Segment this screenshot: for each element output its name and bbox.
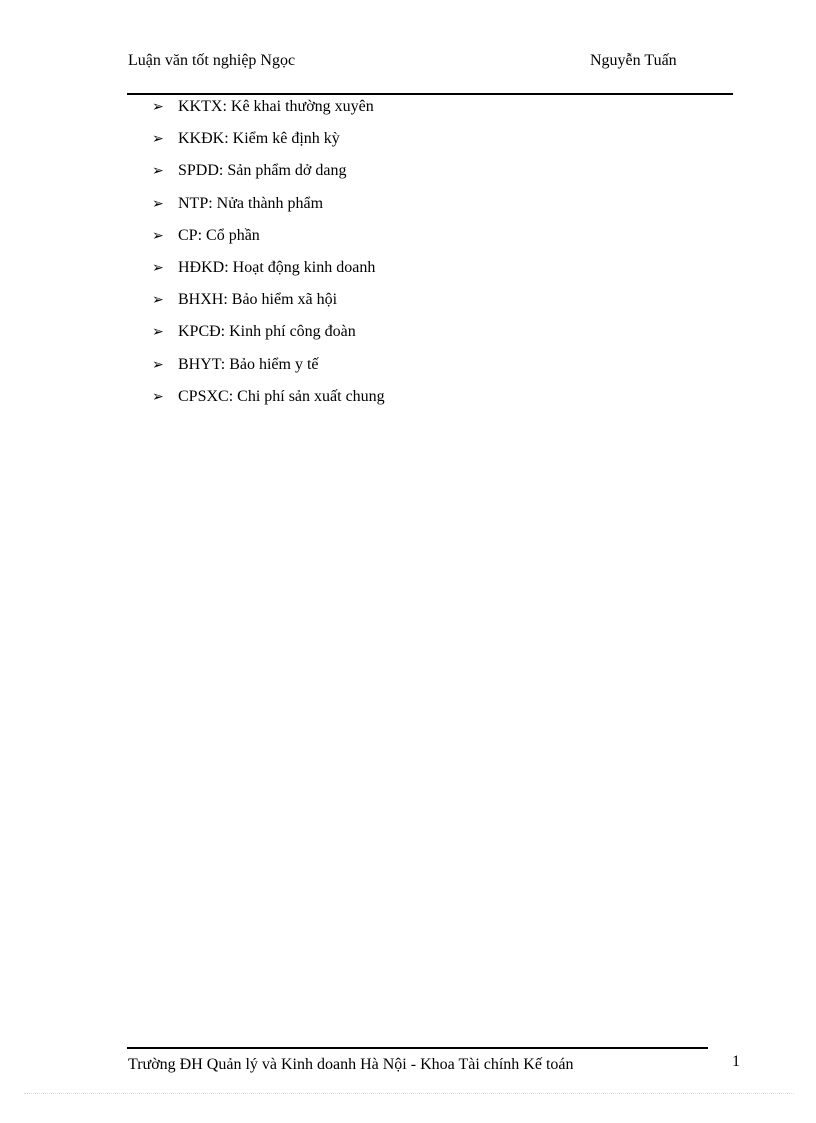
arrow-bullet-icon: ➢ (152, 99, 164, 115)
arrow-bullet-icon: ➢ (152, 227, 164, 244)
list-item (152, 128, 385, 160)
abbreviation-text: KKĐK: Kiểm kê định kỳ (178, 130, 340, 148)
abbreviation-text: BHXH: Bảo hiểm xã hội (178, 291, 338, 309)
arrow-bullet-icon: ➢ (152, 163, 164, 180)
abbreviation-text: KPCĐ: Kinh phí công đoàn (178, 323, 356, 341)
header-rule (127, 93, 733, 95)
list-item (152, 321, 385, 353)
arrow-bullet-icon: ➢ (152, 195, 164, 212)
footer-institution: Trường ĐH Quản lý và Kinh doanh Hà Nội - Khoa Tài chính Kế toán (128, 1056, 574, 1073)
arrow-bullet-icon: ➢ (152, 292, 164, 309)
arrow-bullet-icon: ➢ (152, 324, 164, 341)
header-left-title: Luận văn tốt nghiệp Ngọc (128, 52, 296, 69)
list-item (152, 289, 385, 321)
page-number: 1 (732, 1053, 740, 1070)
abbreviation-text: NTP: Nửa thành phẩm (178, 194, 324, 212)
abbreviation-text: HĐKD: Hoạt động kinh doanh (178, 258, 376, 276)
list-item (152, 193, 385, 225)
abbreviation-text: BHYT: Bảo hiểm y tế (178, 355, 319, 373)
list-item (152, 225, 385, 257)
abbreviation-list (152, 96, 385, 418)
list-item (152, 96, 385, 128)
header-author: Nguyễn Tuấn (590, 52, 677, 69)
arrow-bullet-icon: ➢ (152, 356, 164, 373)
abbreviation-text: CP: Cổ phần (178, 226, 260, 244)
page-boundary-line (24, 1093, 794, 1094)
footer-rule (127, 1047, 708, 1049)
abbreviation-text: CPSXC: Chi phí sản xuất chung (178, 387, 385, 405)
arrow-bullet-icon: ➢ (152, 388, 164, 405)
abbreviation-text: KKTX: Kê khai thường xuyên (178, 98, 374, 115)
abbreviation-text: SPDD: Sản phẩm dở dang (178, 162, 347, 180)
list-item (152, 354, 385, 386)
list-item (152, 160, 385, 192)
list-item (152, 257, 385, 289)
arrow-bullet-icon: ➢ (152, 259, 164, 276)
list-item (152, 386, 385, 418)
arrow-bullet-icon: ➢ (152, 131, 164, 148)
